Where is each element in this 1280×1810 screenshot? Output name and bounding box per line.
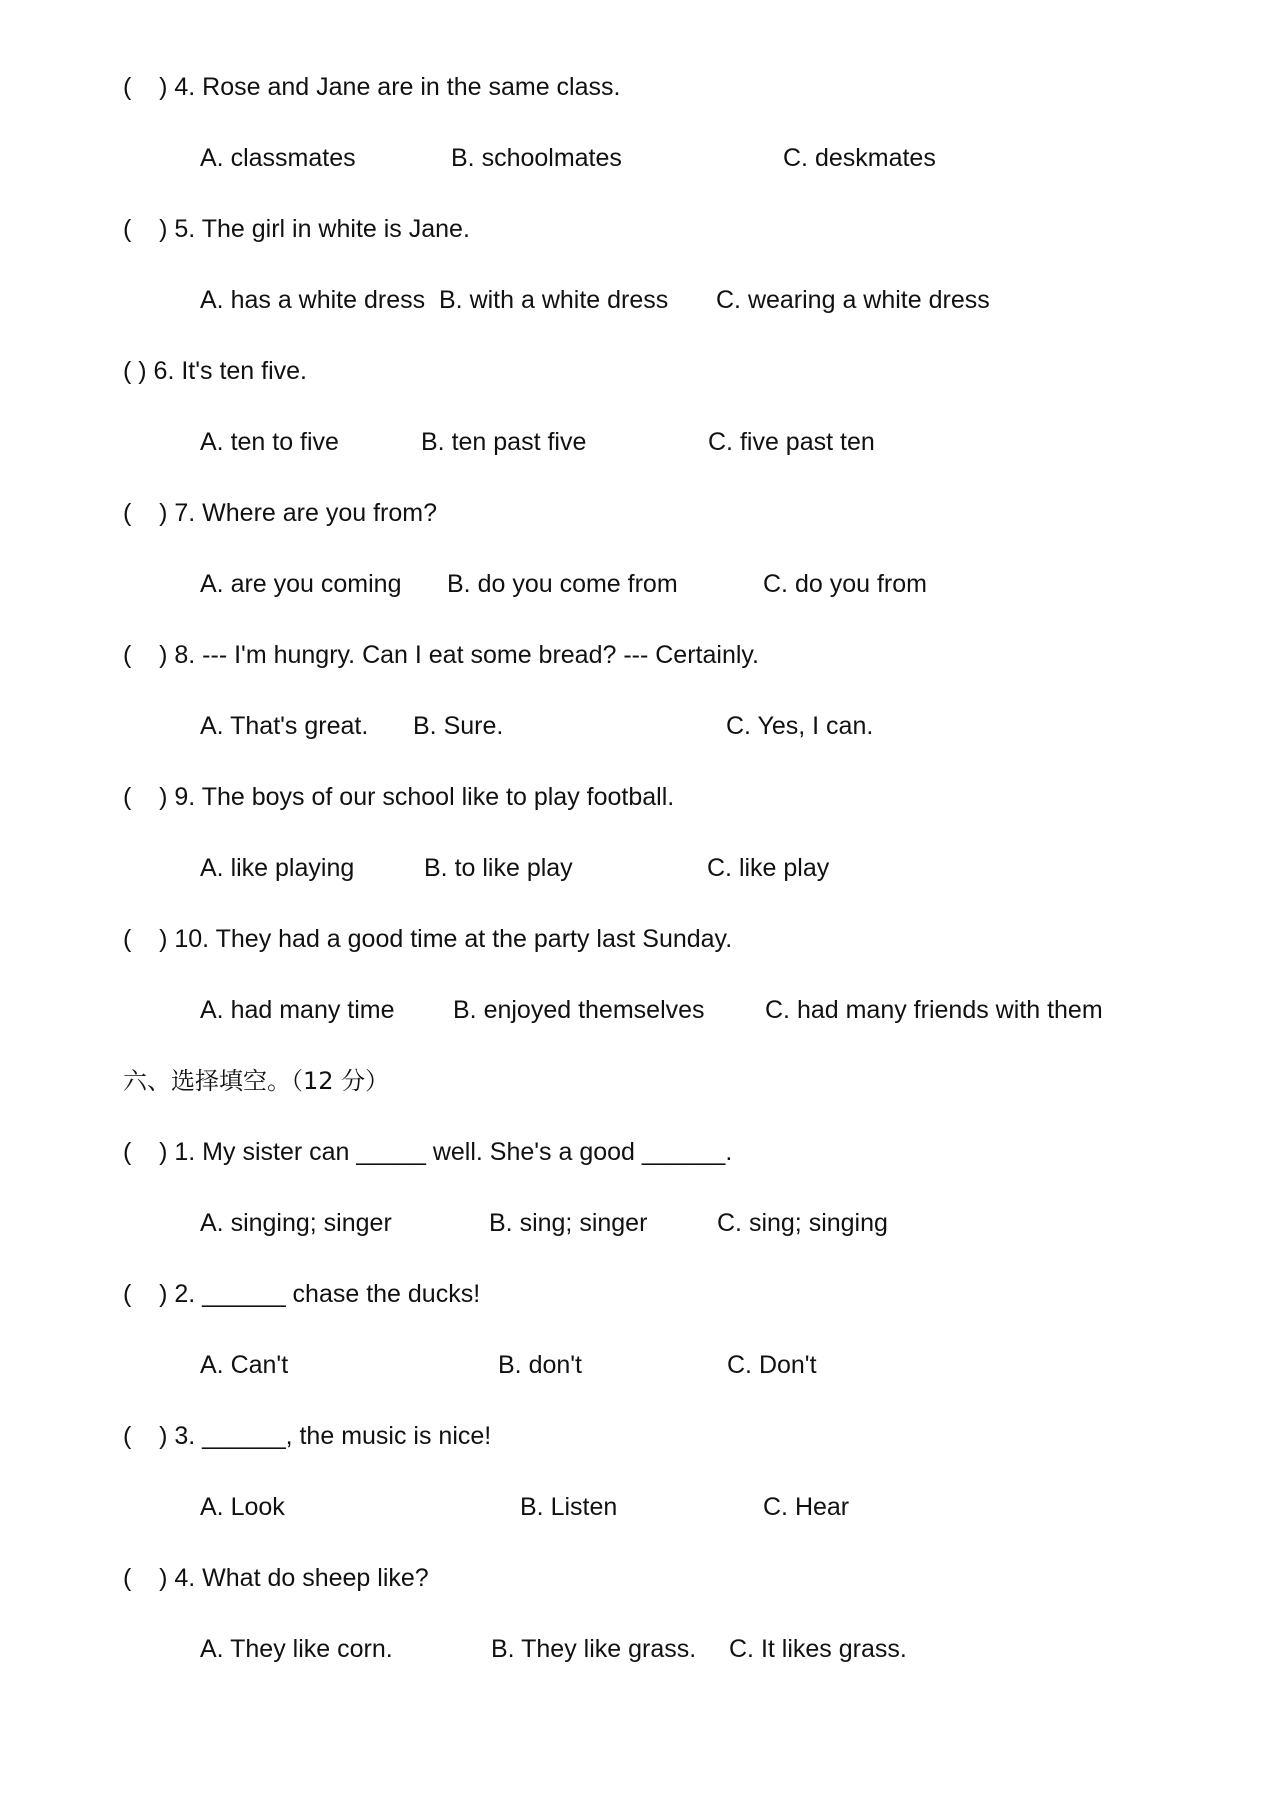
- question-text: ( ) 10. They had a good time at the party last Sunday.: [123, 925, 733, 953]
- option-c: C. Yes, I can.: [726, 712, 874, 740]
- option-c: C. sing; singing: [717, 1209, 888, 1237]
- question-text: ( ) 2. ______ chase the ducks!: [123, 1280, 481, 1308]
- question-text: ( ) 4. Rose and Jane are in the same class.: [123, 73, 621, 101]
- option-b: B. Sure.: [413, 712, 504, 740]
- option-b: B. enjoyed themselves: [453, 996, 705, 1024]
- option-c: C. wearing a white dress: [716, 286, 990, 314]
- option-a: A. ten to five: [200, 428, 339, 456]
- question-text: ( ) 7. Where are you from?: [123, 499, 437, 527]
- question-text: ( ) 6. It's ten five.: [123, 357, 307, 385]
- option-c: C. Hear: [763, 1493, 850, 1521]
- option-c: C. do you from: [763, 570, 927, 598]
- section-heading: 六、选择填空。（12 分）: [123, 1067, 390, 1095]
- option-c: C. like play: [707, 854, 830, 882]
- option-a: A. has a white dress: [200, 286, 426, 314]
- option-a: A. classmates: [200, 144, 356, 172]
- option-c: C. deskmates: [783, 144, 936, 172]
- option-a: A. They like corn.: [200, 1635, 393, 1663]
- option-b: B. They like grass.: [491, 1635, 697, 1663]
- question-text: ( ) 9. The boys of our school like to play football.: [123, 783, 675, 811]
- question-text: ( ) 5. The girl in white is Jane.: [123, 215, 470, 243]
- option-b: B. ten past five: [421, 428, 587, 456]
- option-b: B. do you come from: [447, 570, 678, 598]
- option-b: B. to like play: [424, 854, 573, 882]
- question-text: ( ) 4. What do sheep like?: [123, 1564, 429, 1592]
- option-b: B. schoolmates: [451, 144, 622, 172]
- option-c: C. had many friends with them: [765, 996, 1103, 1024]
- question-text: ( ) 1. My sister can _____ well. She's a good ______.: [123, 1138, 733, 1166]
- option-a: A. singing; singer: [200, 1209, 392, 1237]
- option-a: A. That's great.: [200, 712, 369, 740]
- option-a: A. like playing: [200, 854, 355, 882]
- option-b: B. don't: [498, 1351, 582, 1379]
- option-b: B. with a white dress: [439, 286, 669, 314]
- option-a: A. Can't: [200, 1351, 289, 1379]
- option-c: C. Don't: [727, 1351, 817, 1379]
- question-text: ( ) 3. ______, the music is nice!: [123, 1422, 492, 1450]
- question-text: ( ) 8. --- I'm hungry. Can I eat some bread? --- Certainly.: [123, 641, 759, 669]
- option-b: B. sing; singer: [489, 1209, 648, 1237]
- option-a: A. had many time: [200, 996, 395, 1024]
- option-c: C. five past ten: [708, 428, 875, 456]
- option-a: A. Look: [200, 1493, 285, 1521]
- option-c: C. It likes grass.: [729, 1635, 907, 1663]
- option-a: A. are you coming: [200, 570, 402, 598]
- option-b: B. Listen: [520, 1493, 618, 1521]
